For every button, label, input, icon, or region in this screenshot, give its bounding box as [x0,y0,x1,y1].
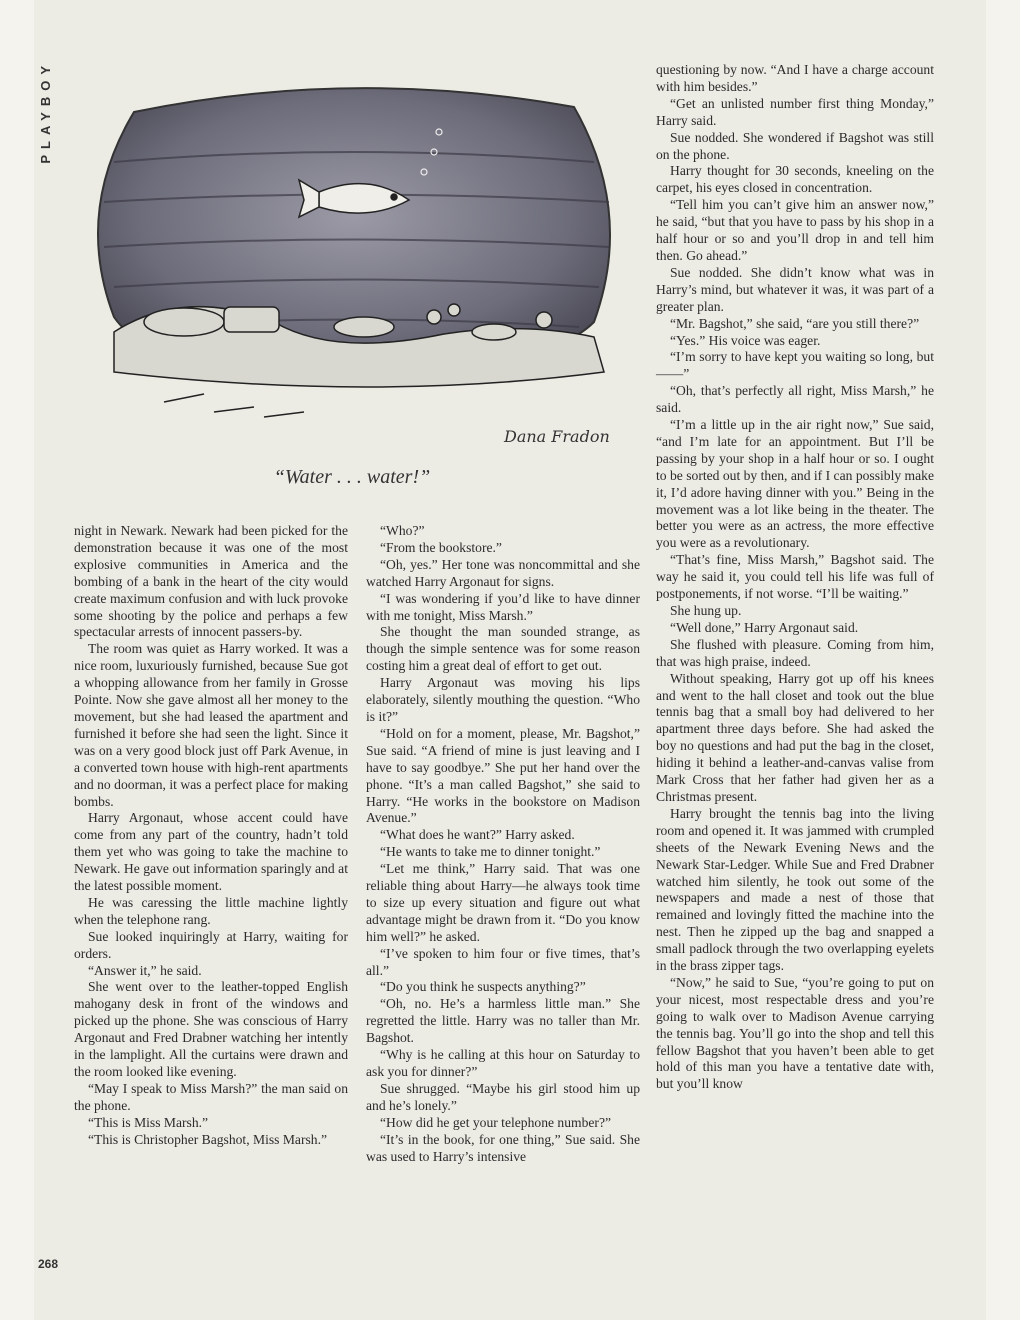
paragraph: “I’ve spoken to him four or five times, that’s all.” [366,945,640,978]
paragraph: “May I speak to Miss Marsh?” the man said on the phone. [74,1080,348,1113]
text-column-2 [366,523,640,1165]
paragraph: “It’s in the book, for one thing,” Sue said. She was used to Harry’s intensive [366,1131,640,1164]
paragraph: The room was quiet as Harry worked. It was a nice room, luxuriously furnished, because Sue got a whopping allowance from her family in Grosse Pointe. Now she gave almost all her money to the movement, but she had leased the apartment and furnished it before she had seen the light. Since it was on a very good block just off Park Avenue, in a converted town house with high-rent apartments and no doorman, it was a perfect place for making bombs. [74,641,348,809]
paragraph: “I was wondering if you’d like to have dinner with me tonight, Miss Marsh.” [366,590,640,623]
paragraph: “Yes.” His voice was eager. [670,332,821,348]
paragraph: “What does he want?” Harry asked. [380,827,575,843]
paragraph: “This is Christopher Bagshot, Miss Marsh.” [88,1131,328,1147]
text-column-1 [74,523,348,1149]
aquarium-cartoon [74,72,630,457]
cartoonist-signature: Dana Fradon [504,427,610,446]
paragraph: “Oh, no. He’s a harmless little man.” She regretted the little. Harry was no taller than Mr. Bagshot. [366,996,640,1046]
paragraph: Sue nodded. She didn’t know what was in Harry’s mind, but whatever it was, it was part of a greater plan. [656,264,934,314]
paragraph: She went over to the leather-topped English mahogany desk in front of the windows and picked up the phone. She was conscious of Harry Argonaut and Fred Drabner watching her intently in the lamplight. All the curtains were drawn and the room looked like evening. [74,979,348,1079]
page-margin-left [0,0,34,1320]
paragraph: “From the bookstore.” [380,539,502,555]
paragraph: “He wants to take me to dinner tonight.” [380,844,601,860]
paragraph: Harry thought for 30 seconds, kneeling on the carpet, his eyes closed in concentration. [656,163,934,196]
paragraph: “Oh, that’s perfectly all right, Miss Marsh,” he said. [656,383,934,416]
paragraph: Harry brought the tennis bag into the living room and opened it. It was jammed with crumpled sheets of the Newark Evening News and the Newark Star-Ledger. While Sue and Fred Drabner watched him silently, he took out some of the newspapers and made a nest of those that remained and lovingly fitted the machine into the nest. Then he zipped up the bag and snapped a small padlock through the two overlapping eyelets in the brass zipper tags. [656,805,934,974]
paragraph: “Get an unlisted number first thing Monday,” Harry said. [656,95,934,128]
paragraph: questioning by now. “And I have a charge account with him besides.” [656,62,934,94]
paragraph: She flushed with pleasure. Coming from him, that was high praise, indeed. [656,636,934,669]
paragraph: She hung up. [670,603,742,618]
paragraph: “Why is he calling at this hour on Saturday to ask you for dinner?” [366,1047,640,1079]
paragraph: Harry Argonaut, whose accent could have come from any part of the country, hadn’t told them yet who was going to take the machine to Newark. He gave out information sparingly and at the latest possible moment. [74,810,348,894]
paragraph: Harry Argonaut was moving his lips elaborately, silently mouthing the question. “Who is it?” [366,675,640,724]
magazine-masthead: PLAYBOY [38,60,53,164]
paragraph: “Do you think he suspects anything?” [380,979,586,995]
paragraph: “How did he get your telephone number?” [380,1114,612,1130]
page-margin-right [986,0,1020,1320]
paragraph: “Mr. Bagshot,” she said, “are you still there?” [670,315,920,331]
page-number: 268 [38,1257,59,1271]
paragraph: “Now,” he said to Sue, “you’re going to put on your nicest, most respectable dress and you’re going to walk over to Madison Avenue carrying the tennis bag. You’ll go into the shop and tell this fellow Bagshot that you haven’t been able to get hold of this man you have a tentative date with, but you’ll know [656,974,934,1092]
paragraph: “This is Miss Marsh.” [88,1114,209,1130]
text-column-3 [656,62,934,1093]
paragraph: “Who?” [380,523,425,538]
paragraph: “I’m a little up in the air right now,” Sue said, “and I’m late for an appointment. But I’ll be passing by your shop in a half hour or so. I ought to be sorted out by then, and if I can possibly make it, I’d adore having dinner with you.” Being in the movement was a lot like being in the theater. The better you were as an actress, the more effective you were as a revolutionary. [656,417,934,551]
cartoon-caption: “Water . . . water!” [273,466,431,488]
paragraph: “Oh, yes.” Her tone was noncommittal and she watched Harry Argonaut for signs. [366,556,640,589]
paragraph: Without speaking, Harry got up off his knees and went to the hall closet and took out the blue tennis bag that a small boy had delivered to her apartment three days before. She had asked the boy no questions and had put the bag in the closet, hiding it behind a leather-and-canvas valise from Mark Cross that her father had given her as a Christmas present. [656,670,934,804]
paragraph: night in Newark. Newark had been picked for the demonstration because it was one of the most explosive communities in America and the bombing of a bank in the heart of the city would create maximum confusion and with luck provoke some shooting by the police and perhaps a few spectacular arrests of innocent passers-by. [74,523,348,640]
paragraph: He was caressing the little machine lightly when the telephone rang. [74,894,348,927]
paragraph: Sue shrugged. “Maybe his girl stood him up and he’s lonely.” [366,1080,640,1113]
paragraph: “Let me think,” Harry said. That was one reliable thing about Harry—he always took time to size up every situation and figure out what advantage might be drawn from it. “Do you know him well?” he asked. [366,861,640,944]
paragraph: “Hold on for a moment, please, Mr. Bagshot,” Sue said. “A friend of mine is just leaving and I have to say goodbye.” She put her hand over the phone. “It’s a man called Bagshot,” she said to Harry. “He works in the bookstore on Madison Avenue.” [366,725,640,826]
paragraph: “That’s fine, Miss Marsh,” Bagshot said. The way he said it, you could tell his life was full of postponements, if not worse. “I’ll be waiting.” [656,552,934,602]
paragraph: “I’m sorry to have kept you waiting so long, but——” [656,349,934,382]
paragraph: “Well done,” Harry Argonaut said. [670,619,859,635]
paragraph: She thought the man sounded strange, as though the simple sentence was for some reason costing him a great deal of effort to get out. [366,624,640,674]
paragraph: “Answer it,” he said. [88,962,202,978]
paragraph: “Tell him you can’t give him an answer now,” he said, “but that you have to pass by his shop in a half hour or so and you’ll drop in and tell him then. Go ahead.” [656,197,934,263]
paragraph: Sue nodded. She wondered if Bagshot was still on the phone. [656,129,934,162]
paragraph: Sue looked inquiringly at Harry, waiting for orders. [74,928,348,961]
